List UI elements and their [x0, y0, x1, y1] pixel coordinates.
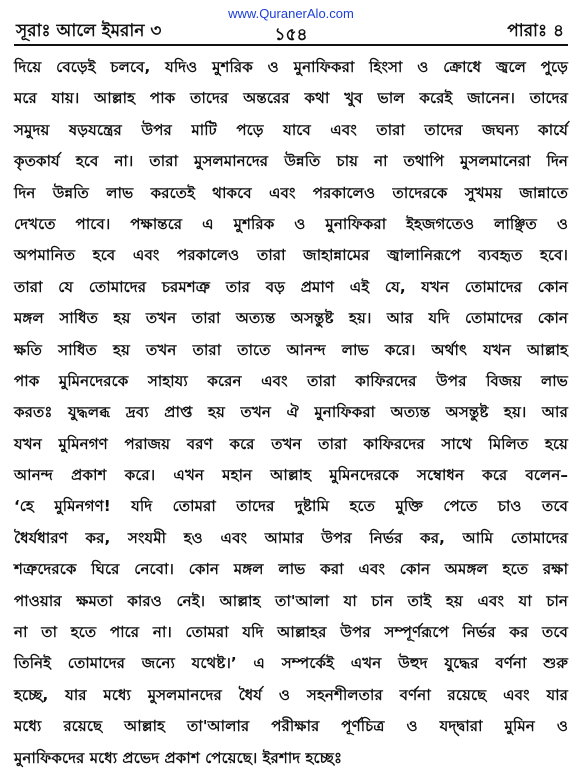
text-line: যখন মুমিনগণ পরাজয় বরণ করে তখন তারা কাফিরদের সাথে মিলিত হয়ে	[14, 434, 568, 453]
text-line: ধৈর্যধারণ কর, সংযমী হও এবং আমার উপর নির্ভর কর, আমি তোমাদের	[14, 528, 568, 547]
surah-title: সূরাঃ আলে ইমরান ৩	[16, 21, 162, 41]
text-line: পাওয়ার ক্ষমতা কারও নেই। আল্লাহ তা'আলা যা চান তাই হয় এবং যা চান	[14, 591, 568, 610]
text-line: আনন্দ প্রকাশ করে। এখন মহান আল্লাহ মুমিনদেরকে সম্বোধন করে বলেন–	[14, 466, 568, 485]
text-line: কৃতকার্য হবে না। তারা মুসলমানদের উন্নতি চায় না তথাপি মুসলমানেরা দিন	[14, 152, 568, 171]
text-line: মধ্যে রয়েছে আল্লাহ তা'আলার পরীক্ষার পূর্ণচিত্র ও যদ্দ্বারা মুমিন ও	[14, 717, 568, 736]
text-line: দেখতে পাবে। পক্ষান্তরে এ মুশরিক ও মুনাফিকরা ইহজগতেও লাঞ্ছিত ও	[14, 214, 568, 233]
page-header	[10, 4, 572, 44]
text-line: হচ্ছে, যার মধ্যে মুসলমানদের ধৈর্য ও সহনশীলতার বর্ণনা রয়েছে এবং যার	[14, 685, 568, 704]
text-line: তিনিই তোমাদের জন্যে যথেষ্ট।’ এ সম্পর্কেই এখন উহুদ যুদ্ধের বর্ণনা শুরু	[14, 654, 568, 673]
text-line: করতঃ যুদ্ধলব্ধ দ্রব্য প্রাপ্ত হয় তখন ঐ মুনাফিকরা অত্যন্ত অসন্তুষ্ট হয়। আর	[14, 403, 568, 422]
text-line: ক্ষতি সাধিত হয় তখন তারা তাতে আনন্দ লাভ করে। অর্থাৎ যখন আল্লাহ	[14, 340, 568, 359]
page-number: ১৫৪	[274, 25, 308, 45]
text-line: তারা যে তোমাদের চরমশত্রু তার বড় প্রমাণ এই যে, যখন তোমাদের কোন	[14, 277, 568, 296]
text-line: না তা হতে পারে না। তোমরা যদি আল্লাহর উপর সম্পূর্ণরূপে নির্ভর কর তবে	[14, 623, 568, 642]
text-line: দিয়ে বেড়েই চলবে, যদিও মুশরিক ও মুনাফিকরা হিংসা ও ক্রোধে জ্বলে পুড়ে	[14, 58, 568, 76]
text-line: মরে যায়। আল্লাহ পাক তাদের অন্তরের কথা খুব ভাল করেই জানেন। তাদের	[14, 89, 568, 108]
text-line: শত্রুদেরকে ঘিরে নেবো। কোন মঙ্গল লাভ করা এবং কোন অমঙ্গল হতে রক্ষা	[14, 560, 568, 579]
text-line: মঙ্গল সাধিত হয় তখন তারা অত্যন্ত অসন্তুষ্ট হয়। আর যদি তোমাদের কোন	[14, 309, 568, 328]
para-label: পারাঃ ৪	[507, 21, 564, 41]
text-line: দিন উন্নতি লাভ করতেই থাকবে এবং পরকালেও তাদেরকে সুখময় জান্নাতে	[14, 183, 568, 202]
body-text	[14, 52, 568, 767]
text-line: সমুদয় ষড়যন্ত্রের উপর মাটি পড়ে যাবে এবং তারা তাদের জঘন্য কার্যে	[14, 120, 568, 139]
text-line: অপমানিত হবে এবং পরকালেও তারা জাহান্নামের জ্বালানিরূপে ব্যবহৃত হবে।	[14, 246, 568, 265]
header-divider	[14, 44, 568, 46]
text-line: পাক মুমিনদেরকে সাহায্য করেন এবং তারা কাফিরদের উপর বিজয় লাভ	[14, 371, 568, 390]
website-link[interactable]: www.QuranerAlo.com	[228, 6, 354, 21]
text-line: ‘হে মুমিনগণ! যদি তোমরা তাদের দুষ্টামি হতে মুক্তি পেতে চাও তবে	[14, 497, 568, 516]
text-line: মুনাফিকদের মধ্যে প্রভেদ প্রকাশ পেয়েছে। ইরশাদ হচ্ছেঃ	[14, 748, 343, 767]
